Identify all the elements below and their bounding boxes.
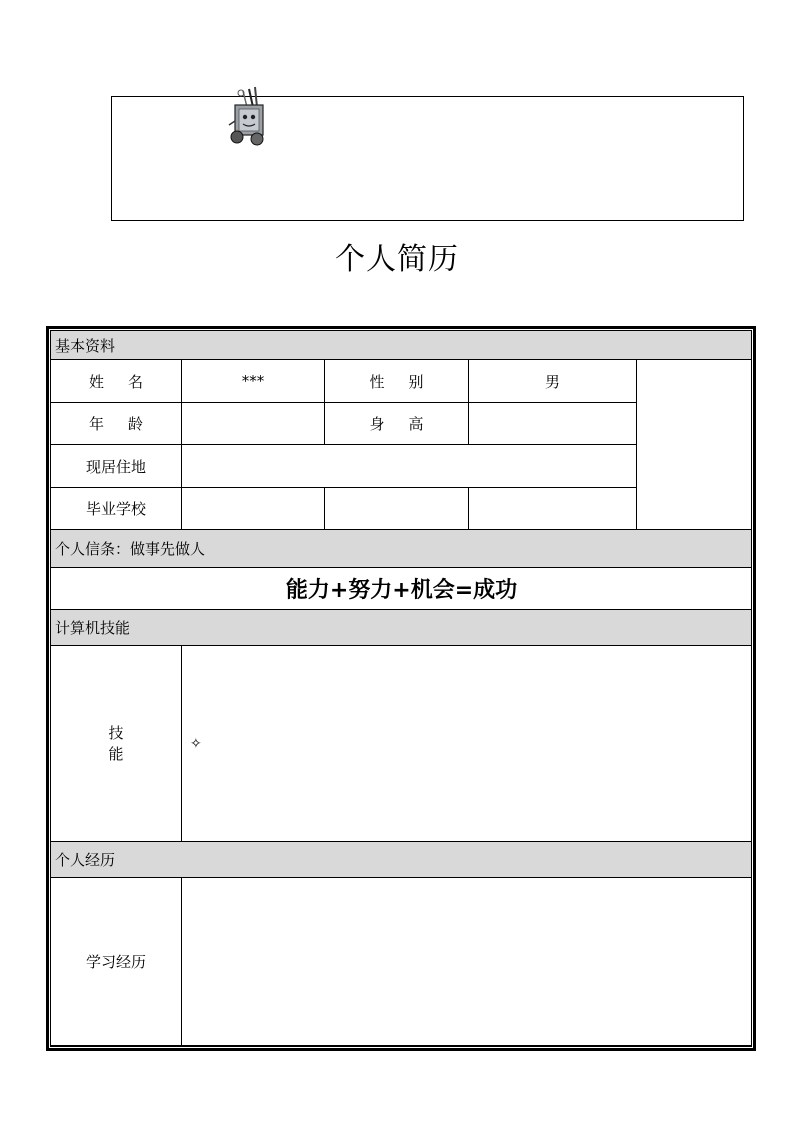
section-computer-skills: 计算机技能: [51, 610, 753, 646]
age-value[interactable]: [182, 403, 325, 445]
education-content[interactable]: [182, 878, 753, 1046]
page-title: 个人简历: [335, 242, 459, 277]
school-value-1[interactable]: [182, 488, 325, 530]
skills-content[interactable]: [182, 646, 753, 842]
gender-label: 性别: [325, 360, 469, 403]
gender-value[interactable]: 男: [469, 360, 637, 403]
school-value-3[interactable]: [469, 488, 637, 530]
section-experience: 个人经历: [51, 842, 753, 878]
section-basic-info: 基本资料: [51, 331, 753, 360]
pencil-cup-clipart-icon: [219, 83, 275, 147]
address-label: 现居住地: [51, 445, 182, 488]
school-label: 毕业学校: [51, 488, 182, 530]
height-label: 身高: [325, 403, 469, 445]
name-value[interactable]: ***: [182, 360, 325, 403]
photo-cell: [637, 360, 753, 530]
skills-label: [51, 646, 182, 842]
address-value[interactable]: [182, 445, 637, 488]
height-value[interactable]: [469, 403, 637, 445]
school-value-2[interactable]: [325, 488, 469, 530]
age-label: 年龄: [51, 403, 182, 445]
diamond-bullet-icon: ✧: [190, 735, 202, 752]
header-box: [111, 96, 744, 221]
education-label: 学习经历: [51, 878, 182, 1046]
skills-label-line1: 技: [108, 723, 124, 742]
name-label: 姓名: [51, 360, 182, 403]
resume-table: [50, 330, 752, 1047]
motto-formula: 能力+努力+机会=成功: [51, 568, 753, 610]
skills-label-line2: 能: [108, 744, 124, 763]
section-motto: 个人信条：做事先做人: [51, 530, 753, 568]
